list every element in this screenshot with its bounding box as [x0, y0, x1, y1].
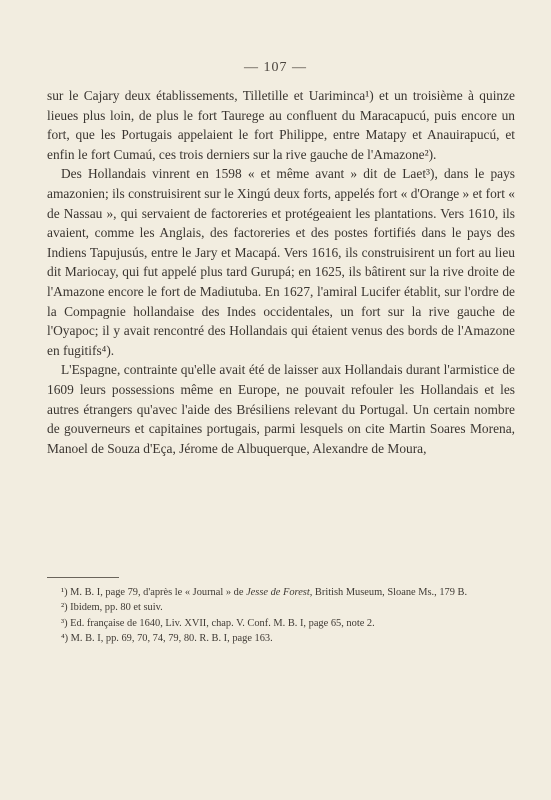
page-number: — 107 — [244, 60, 307, 75]
paragraph-1: sur le Cajary deux établissements, Tilletille et Uariminca¹) et un troisième à quinze lieues plus loin, de plus le fort Taurege au confluent du Maracapucú, puis encore un fort, que les Portugais appelaient le fort Philippe, entre Matapy et Anauirapucú, et enfin le fort Cumaú, ces trois derniers sur la rive gauche de l'Amazone²). [47, 88, 515, 162]
paragraph-2: Des Hollandais vinrent en 1598 « et même avant » dit de Laet³), dans le pays amazonien; ils construisirent sur le Xingú deux forts, appelés fort « d'Orange » et fort « de Nassau », qui servaient de factoreries et protégeaient les plantations. Vers 1610, ils avaient, comme les Anglais, des factoreries et des postes fortifiés dans le pays des Indiens Tapujusús, entre le Jary et Macapá. Vers 1616, ils construisirent un fort au lieu dit Mariocay, qui fut appelé plus tard Gurupá; en 1625, ils bâtirent sur la rive droite de l'Amazone encore le fort de Madiutuba. En 1627, l'amiral Lucifer établit, sur l'ordre de la Compagnie hollandaise des Indes occidentales, un fort sur la rive gauche de l'Oyapoc; il y avait rencontré des Hollandais qui étaient venus des bords de l'Amazone en fugitifs⁴). [47, 166, 515, 358]
paragraph-3: L'Espagne, contrainte qu'elle avait été de laisser aux Hollandais durant l'armistice de 1609 leurs possessions même en Europe, ne pouvait refouler les Hollandais et les autres étrangers qu'avec l'aide des Brésiliens relevant du Portugal. Un certain nombre de gouverneurs et capitaines portugais, parmi lesquels on cite Martin Soares Morena, Manoel de Souza d'Eça, Jérome de Albuquerque, Alexandre de Moura, [47, 362, 515, 456]
footnotes [47, 585, 515, 646]
footnote-4: ⁴) M. B. I, pp. 69, 70, 74, 79, 80. R. B. I, page 163. [61, 632, 273, 644]
footnote-1-text: ¹) M. B. I, page 79, d'après le « Journal » de [61, 587, 247, 598]
footnote-1 [47, 585, 515, 600]
footnote-2: ²) Ibidem, pp. 80 et suiv. [61, 602, 163, 614]
footnote-1-title: Jesse de Forest, [246, 587, 313, 598]
footnote-1-source: British Museum, Sloane Ms., 179 B. [312, 587, 468, 598]
footnote-3: ³) Ed. française de 1640, Liv. XVII, chap. V. Conf. M. B. I, page 65, note 2. [61, 617, 375, 629]
body-text [47, 86, 515, 458]
footnote-separator [47, 577, 119, 578]
